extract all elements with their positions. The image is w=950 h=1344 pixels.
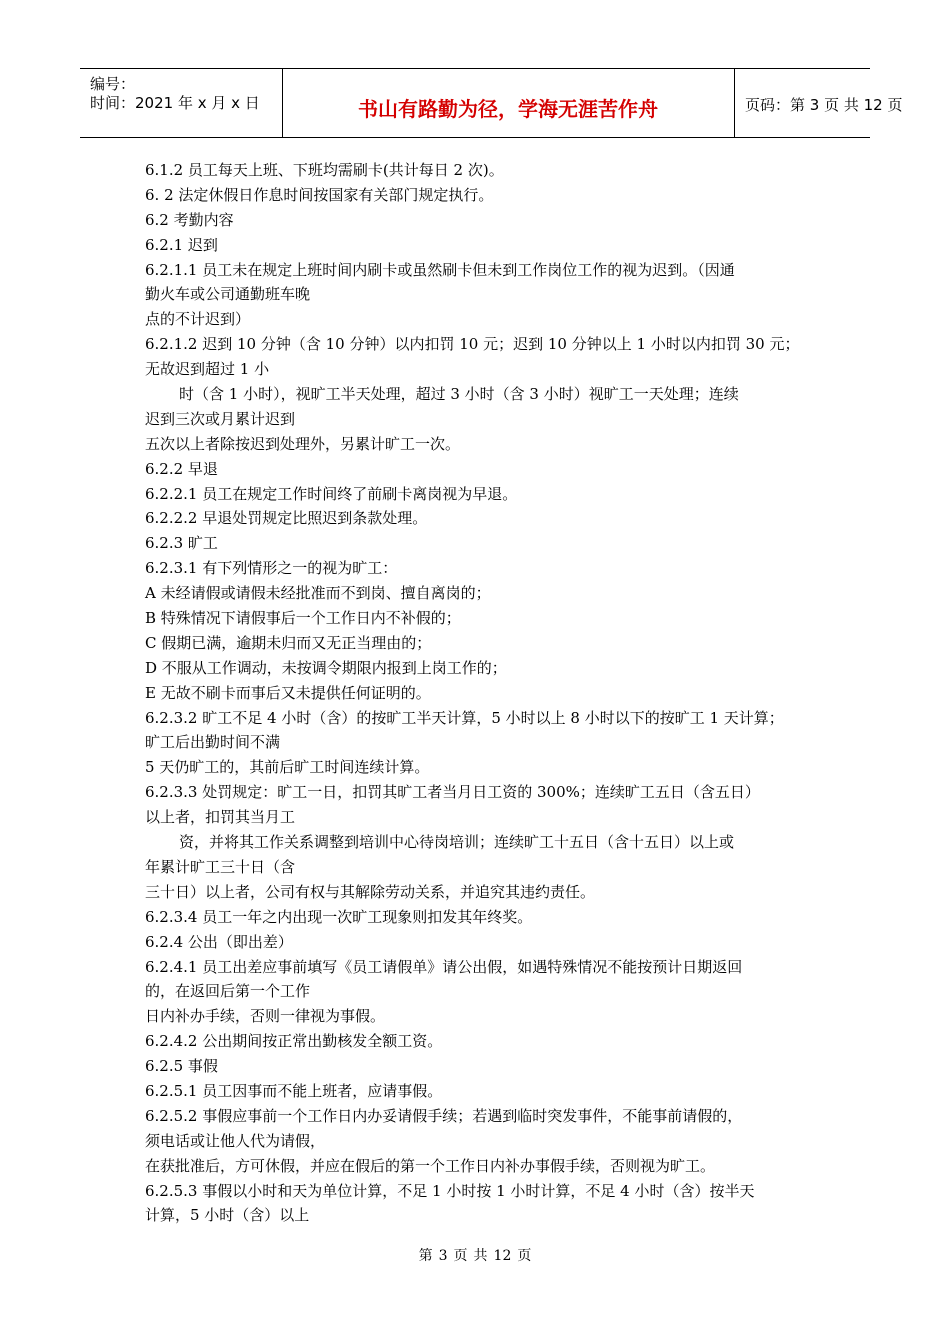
text-line: 6.2.3.3 处罚规定：旷工一日，扣罚其旷工者当月日工资的 300%；连续旷工五日（含五日） [145, 783, 760, 802]
footer-page-word: 页 [453, 1248, 468, 1264]
text-line: 须电话或让他人代为请假， [145, 1131, 326, 1150]
text-line: 年累计旷工三十日（含 [145, 857, 296, 876]
section-heading: 6.2.5 事假 [145, 1057, 218, 1076]
header-meta-cell [80, 69, 283, 137]
section-heading: 6.2.3 旷工 [145, 534, 218, 553]
text-line: 勤火车或公司通勤班车晚 [145, 285, 311, 304]
header-motto: 书山有路勤为径，学海无涯苦作舟 [358, 97, 658, 121]
list-item: C 假期已满，逾期未归而又无正当理由的； [145, 633, 432, 652]
header-page-cell [735, 69, 903, 137]
text-line: 5 天仍旷工的，其前后旷工时间连续计算。 [145, 758, 430, 777]
text-line: 五次以上者除按迟到处理外，另累计旷工一次。 [145, 434, 461, 453]
footer-page-number: 3 [438, 1248, 448, 1264]
page-header [80, 68, 903, 138]
document-date-label: 时间：2021 年 x 月 x 日 [90, 94, 260, 112]
text-line: 6. 2 法定休假日作息时间按国家有关部门规定执行。 [145, 185, 494, 204]
text-line: 计算，5 小时（含）以上 [145, 1206, 310, 1225]
text-line: 6.2.5.2 事假应事前一个工作日内办妥请假手续；若遇到临时突发事件，不能事前请假的， [145, 1106, 743, 1125]
text-line: 6.2.1.1 员工未在规定上班时间内刷卡或虽然刷卡但未到工作岗位工作的视为迟到。（因通 [145, 260, 735, 279]
section-heading: 6.2.2 早退 [145, 459, 218, 478]
section-heading: 6.2.4 公出（即出差） [145, 932, 293, 951]
text-line: 三十日）以上者，公司有权与其解除劳动关系，并追究其违约责任。 [145, 882, 596, 901]
document-body [145, 158, 825, 1228]
text-line: 资，并将其工作关系调整到培训中心待岗培训；连续旷工十五日（含十五日）以上或 [179, 833, 735, 852]
header-page-info: 页码：第 3 页 共 12 页 [745, 96, 903, 114]
text-line: 点的不计迟到） [145, 310, 251, 329]
document-number-label: 编号： [90, 75, 136, 93]
text-line: 迟到三次或月累计迟到 [145, 409, 296, 428]
text-line: 6.2.1.2 迟到 10 分钟（含 10 分钟）以内扣罚 10 元；迟到 10 分钟以上 1 小时以内扣罚 30 元； [145, 335, 800, 354]
text-line: 6.2.2.2 早退处罚规定比照迟到条款处理。 [145, 509, 428, 528]
list-item: B 特殊情况下请假事后一个工作日内不补假的； [145, 609, 461, 628]
text-line: 6.2.2.1 员工在规定工作时间终了前刷卡离岗视为早退。 [145, 484, 518, 503]
text-line: 6.2.4.1 员工出差应事前填写《员工请假单》请公出假，如遇特殊情况不能按预计日期返回 [145, 957, 743, 976]
text-line: 的，在返回后第一个工作 [145, 982, 311, 1001]
text-line: 旷工后出勤时间不满 [145, 733, 281, 752]
header-motto-cell [282, 69, 735, 137]
text-line: 6.1.2 员工每天上班、下班均需刷卡(共计每日 2 次)。 [145, 161, 504, 179]
list-item: A 未经请假或请假未经批准而不到岗、擅自离岗的； [145, 584, 491, 603]
text-line: 无故迟到超过 1 小 [145, 360, 270, 379]
text-line: 6.2.4.2 公出期间按正常出勤核发全额工资。 [145, 1032, 443, 1051]
text-line: 时（含 1 小时），视旷工半天处理，超过 3 小时（含 3 小时）视旷工一天处理；连续 [179, 385, 739, 404]
page-footer [0, 1245, 950, 1265]
text-line: 以上者，扣罚其当月工 [145, 808, 296, 827]
text-line: 日内补办手续，否则一律视为事假。 [145, 1007, 386, 1026]
text-line: 在获批准后，方可休假，并应在假后的第一个工作日内补办事假手续，否则视为旷工。 [145, 1156, 716, 1175]
section-heading: 6.2 考勤内容 [145, 210, 234, 229]
footer-suffix: 页 [517, 1248, 532, 1264]
section-heading: 6.2.1 迟到 [145, 235, 218, 254]
text-line: 6.2.5.1 员工因事而不能上班者，应请事假。 [145, 1081, 443, 1100]
list-item: E 无故不刷卡而事后又未提供任何证明的。 [145, 683, 431, 702]
footer-total-word: 共 [473, 1248, 488, 1264]
list-item: D 不服从工作调动，未按调令期限内报到上岗工作的； [145, 658, 507, 677]
footer-total-pages: 12 [493, 1248, 512, 1264]
text-line: 6.2.5.3 事假以小时和天为单位计算，不足 1 小时按 1 小时计算，不足 4 小时（含）按半天 [145, 1181, 755, 1200]
footer-prefix: 第 [418, 1248, 433, 1264]
text-line: 6.2.3.4 员工一年之内出现一次旷工现象则扣发其年终奖。 [145, 907, 533, 926]
text-line: 6.2.3.1 有下列情形之一的视为旷工： [145, 559, 398, 578]
text-line: 6.2.3.2 旷工不足 4 小时（含）的按旷工半天计算，5 小时以上 8 小时以下的按旷工 1 天计算； [145, 708, 784, 727]
